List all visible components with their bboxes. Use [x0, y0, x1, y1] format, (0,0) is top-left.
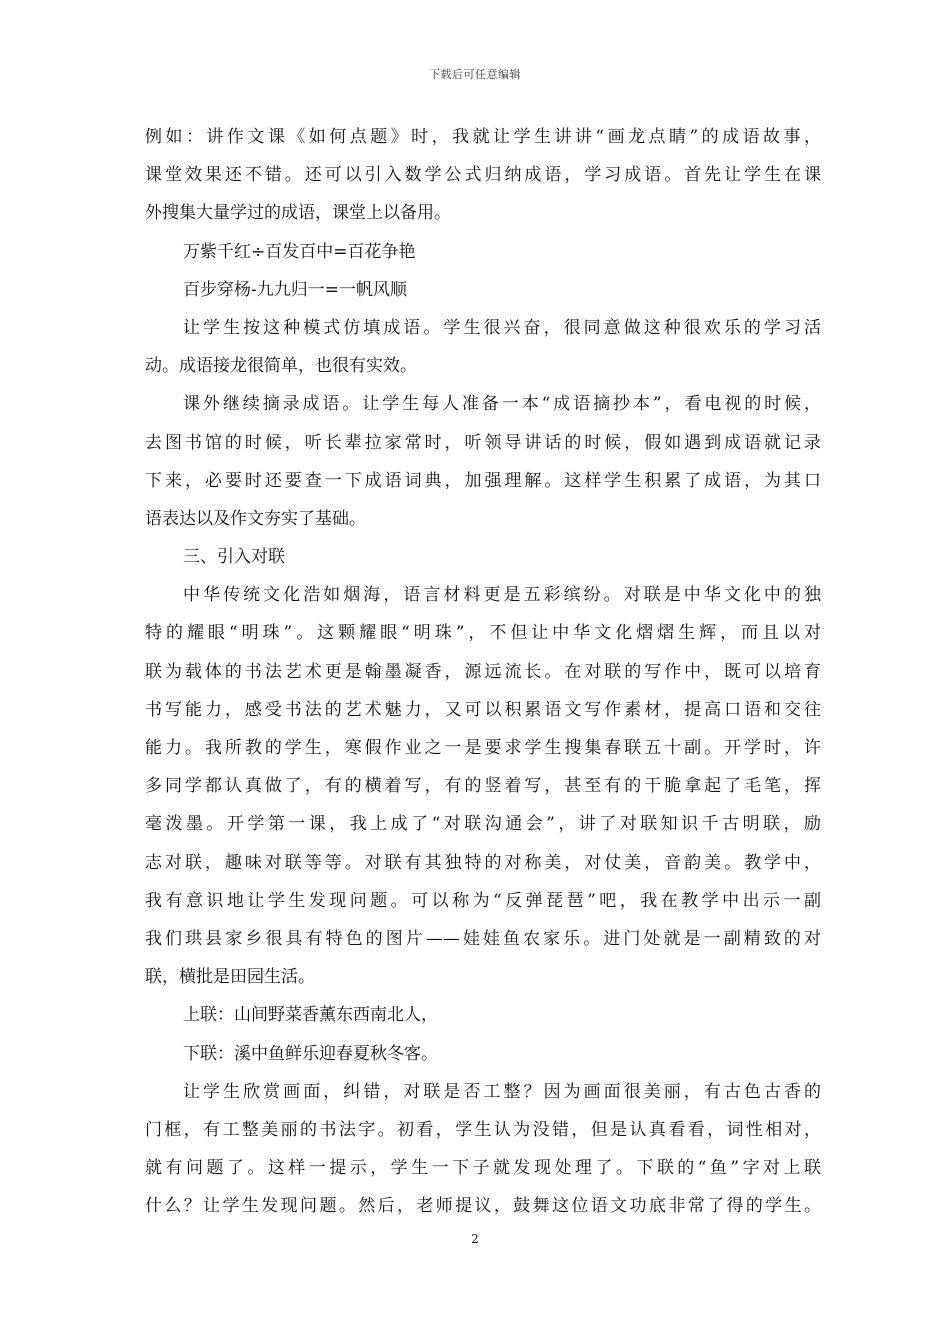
text-line: 门框，有工整美丽的书法字。初看，学生认为没错，但是认真看看，词性相对， — [145, 1119, 821, 1140]
text-line: 多同学都认真做了，有的横着写，有的竖着写，甚至有的干脆拿起了毛笔，挥 — [145, 776, 821, 797]
text-line: 联为载体的书法艺术更是翰墨凝香，源远流长。在对联的写作中，既可以培育 — [145, 661, 821, 682]
text-line: 让学生欣赏画面，纠错，对联是否工整？因为画面很美丽，有古色古香的 — [183, 1081, 821, 1102]
text-line: 我有意识地让学生发现问题。可以称为“反弹琵琶”吧，我在教学中出示一副 — [145, 890, 821, 911]
text-line: 语表达以及作文夯实了基础。 — [145, 508, 366, 529]
text-line: 例如：讲作文课《如何点题》时，我就让学生讲讲“画龙点睛”的成语故事， — [145, 127, 821, 147]
text-line: 书写能力，感受书法的艺术魅力，又可以积累语文写作素材，提高口语和交往 — [145, 699, 821, 720]
text-line: 课外继续摘录成语。让学生每人准备一本“成语摘抄本”，看电视的时候， — [183, 394, 821, 415]
text-line: 中华传统文化浩如烟海，语言材料更是五彩缤纷。对联是中华文化中的独 — [183, 585, 821, 606]
text-line: 让学生按这种模式仿填成语。学生很兴奋，很同意做这种很欢乐的学习活 — [183, 317, 821, 338]
text-line: 毫泼墨。开学第一课，我上成了“对联沟通会”，讲了对联知识千古明联，励 — [145, 814, 821, 835]
text-line: 能力。我所教的学生，寒假作业之一是要求学生搜集春联五十副。开学时，许 — [145, 738, 821, 758]
text-line: 万紫千红÷百发百中=百花争艳 — [183, 241, 416, 262]
text-line: 上联：山间野菜香薰东西南北人， — [183, 1005, 438, 1026]
text-line: 志对联，趣味对联等等。对联有其独特的对称美，对仗美，音韵美。教学中， — [145, 852, 821, 873]
text-line: 三、引入对联 — [183, 547, 285, 568]
text-line: 特的耀眼“明珠”。这颗耀眼“明珠”，不但让中华文化熠熠生辉，而且以对 — [145, 623, 821, 644]
text-line: 去图书馆的时候，听长辈拉家常时，听领导讲话的时候，假如遇到成语就记录 — [145, 432, 821, 453]
text-line: 就有问题了。这样一提示，学生一下子就发现处理了。下联的“鱼”字对上联 — [145, 1158, 821, 1179]
text-line: 动。成语接龙很简单，也很有实效。 — [145, 356, 417, 377]
text-line: 我们珙县家乡很具有特色的图片——娃娃鱼农家乐。进门处就是一副精致的对 — [145, 928, 821, 949]
text-line: 下来，必要时还要查一下成语词典，加强理解。这样学生积累了成语，为其口 — [145, 470, 821, 491]
text-line: 联，横批是田园生活。 — [145, 967, 315, 988]
text-line: 外搜集大量学过的成语，课堂上以备用。 — [145, 203, 451, 224]
text-line: 下联：溪中鱼鲜乐迎春夏秋冬客。 — [183, 1043, 438, 1064]
document-body — [145, 118, 821, 1225]
page-header: 下载后可任意编辑 — [429, 68, 521, 81]
text-line: 百步穿杨-九九归一=一帆风顺 — [183, 279, 407, 300]
text-line: 什么？让学生发现问题。然后，老师提议，鼓舞这位语文功底非常了得的学生。 — [145, 1196, 821, 1217]
text-line: 课堂效果还不错。还可以引入数学公式归纳成语，学习成语。首先让学生在课 — [145, 165, 821, 186]
page-number: 2 — [471, 1232, 479, 1246]
